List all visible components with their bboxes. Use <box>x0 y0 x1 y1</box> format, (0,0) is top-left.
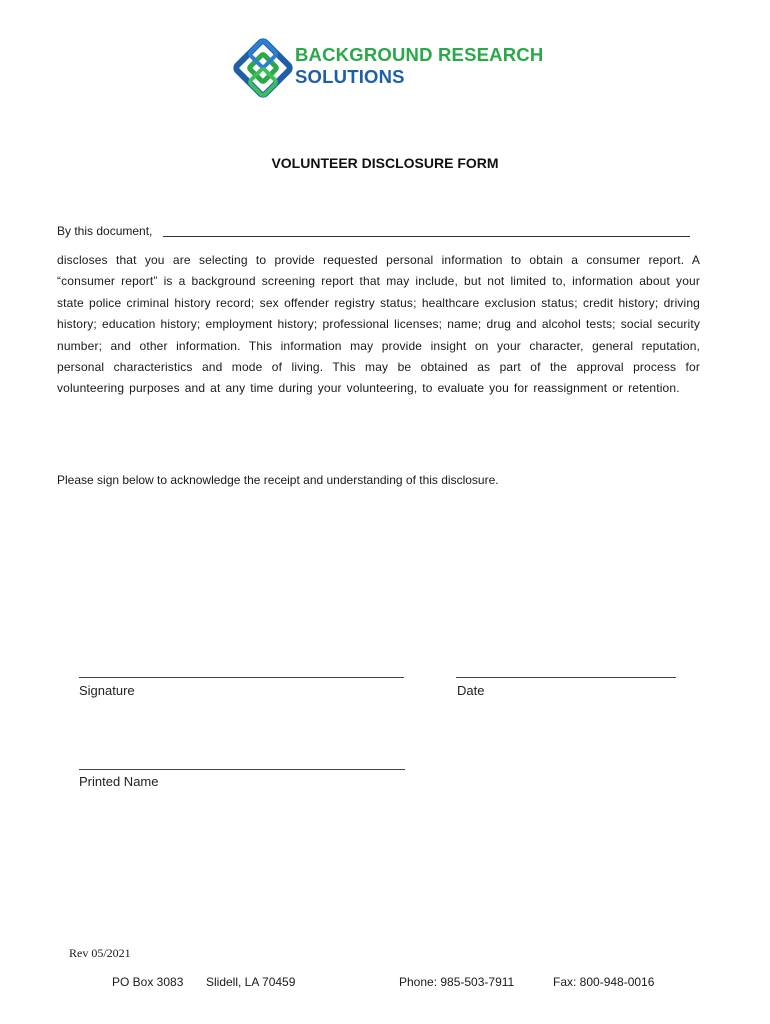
acknowledgement-text: Please sign below to acknowledge the receipt and understanding of this disclosure. <box>57 473 499 487</box>
printed-name-line[interactable] <box>79 769 405 770</box>
form-title: VOLUNTEER DISCLOSURE FORM <box>271 155 499 171</box>
revision-label: Rev 05/2021 <box>69 946 131 960</box>
footer-phone: Phone: 985-503-7911 <box>399 975 515 989</box>
interlocking-squares-logo-icon <box>233 36 293 100</box>
footer-po-box: PO Box 3083 <box>112 975 184 989</box>
printed-name-label: Printed Name <box>79 774 159 789</box>
organization-name-blank-line[interactable] <box>163 236 690 237</box>
date-label: Date <box>457 683 485 698</box>
logo-text-line2: SOLUTIONS <box>295 66 405 87</box>
date-line[interactable] <box>456 677 676 678</box>
footer-fax: Fax: 800-948-0016 <box>553 975 655 989</box>
by-document-label: By this document, <box>57 224 153 238</box>
signature-label: Signature <box>79 683 135 698</box>
signature-line[interactable] <box>79 677 404 678</box>
footer-city: Slidell, LA 70459 <box>206 975 296 989</box>
logo-text-line1: BACKGROUND RESEARCH <box>295 44 544 65</box>
disclosure-paragraph: discloses that you are selecting to provide requested personal information to obtain a consumer report. A “consumer report” is a background screening report that may include, but not limited to, information about your state police criminal history record; sex offender registry status; healthcare exclusion status; credit history; driving history; education history; employment history; professional licenses; name; drug and alcohol tests; social security number; and other information. This information may provide insight on your character, general reputation, personal characteristics and mode of living. This may be obtained as part of the approval process for volunteering purposes and at any time during your volunteering, to evaluate you for reassignment or retention. <box>57 253 700 396</box>
company-logo <box>233 36 544 100</box>
